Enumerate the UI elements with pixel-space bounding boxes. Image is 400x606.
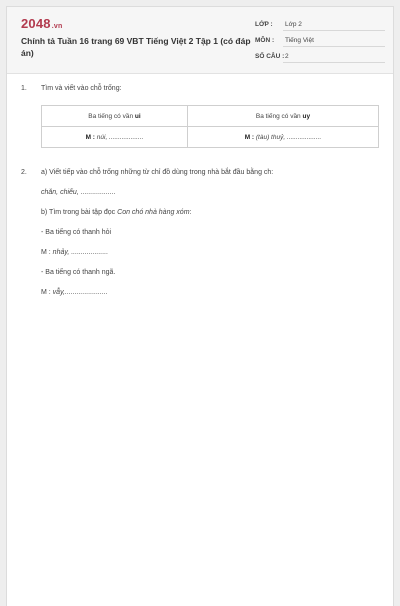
q2-b-prompt-pre: b) Tìm trong bài tập đọc [41, 209, 118, 216]
logo-main: 2048 [21, 16, 51, 31]
q2-nga-answer[interactable] [41, 289, 108, 296]
q1-row-right-ex: (tàu) thuỷ, ................... [254, 133, 322, 141]
q1-row-left[interactable] [42, 127, 188, 148]
table-row [42, 127, 379, 148]
q2-nga-m: M : [41, 289, 51, 296]
q2-a-example[interactable]: chăn, chiếu, .................. [41, 189, 116, 196]
q1-row-left-m: M : [85, 133, 95, 141]
meta-subject-line [283, 46, 385, 47]
q2-b-prompt [41, 209, 191, 216]
site-logo[interactable] [21, 16, 62, 31]
q2-hoi-m: M : [41, 249, 51, 256]
meta-class-line [283, 30, 385, 31]
q1-head-left-pre: Ba tiếng có vần [88, 112, 135, 120]
q1-head-right-bold: uy [302, 112, 311, 120]
q1-row-left-ex: núi, ................... [94, 133, 144, 141]
q1-row-right[interactable] [187, 127, 378, 148]
meta-subject-value: Tiếng Việt [285, 37, 314, 44]
meta-class-value: Lớp 2 [285, 21, 302, 28]
meta-class-key: LỚP : [255, 21, 273, 28]
q2-b-prompt-title: Con chó nhà hàng xóm [117, 209, 190, 216]
q2-nga-label: - Ba tiếng có thanh ngã. [41, 269, 116, 276]
q1-table [41, 105, 379, 148]
q1-head-left [42, 106, 188, 127]
q1-head-right-pre: Ba tiếng có vần [255, 112, 303, 120]
q2-number: 2. [21, 169, 27, 176]
header [7, 7, 393, 74]
q2-hoi-answer[interactable] [41, 249, 108, 256]
q1-prompt: Tìm và viết vào chỗ trống: [41, 85, 122, 92]
q1-head-left-bold: ui [134, 112, 141, 120]
logo-suffix: .vn [51, 23, 63, 30]
q2-nga-ex: vẫy,...................... [50, 289, 108, 296]
page-title: Chính tả Tuần 16 trang 69 VBT Tiếng Việt 2 Tập 1 (có đáp án) [21, 36, 251, 58]
meta-count-value: 2 [285, 53, 289, 60]
meta-class [255, 19, 385, 31]
q1-row-right-m: M : [244, 133, 255, 141]
q2-b-prompt-post: : [189, 209, 192, 216]
q2-a-prompt: a) Viết tiếp vào chỗ trống những từ chỉ đồ dùng trong nhà bắt đầu bằng ch: [41, 169, 274, 176]
worksheet [6, 6, 394, 606]
q1-head-right [187, 106, 378, 127]
meta-subject-key: MÔN : [255, 37, 275, 44]
meta-count [255, 51, 385, 63]
meta-subject [255, 35, 385, 47]
q1-number: 1. [21, 85, 27, 92]
q2-hoi-label: - Ba tiếng có thanh hỏi [41, 229, 112, 236]
q2-hoi-ex: nhảy, ................... [50, 249, 109, 256]
meta-count-line [283, 62, 385, 63]
table-row [42, 106, 379, 127]
meta-count-key: SỐ CÂU : [255, 53, 285, 60]
